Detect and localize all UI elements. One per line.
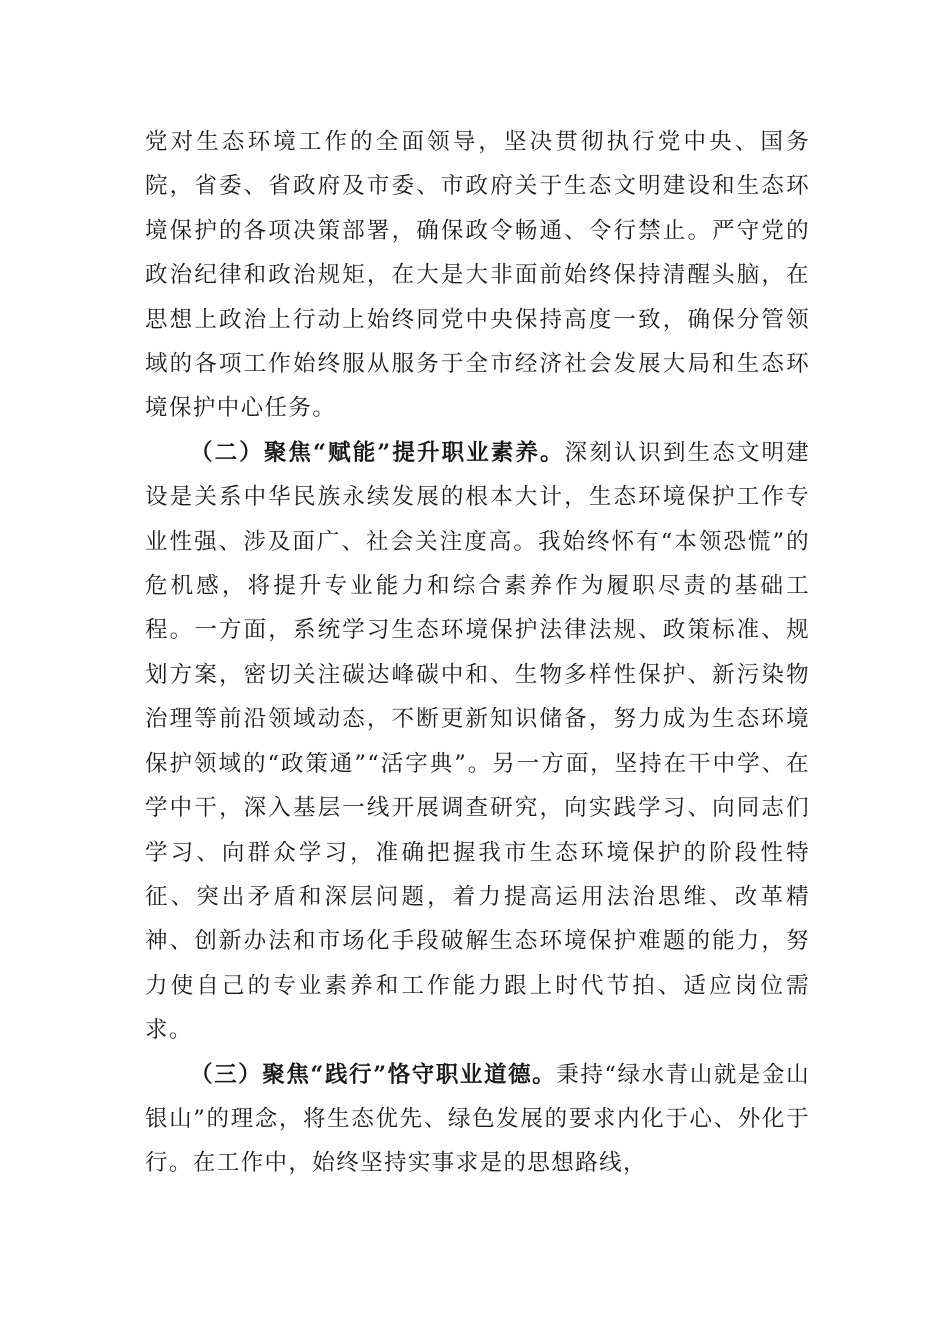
paragraph-1 bbox=[145, 120, 810, 431]
section-heading-2: （二）聚焦“赋能”提升职业素养。 bbox=[190, 439, 565, 466]
paragraph-2-text: 深刻认识到生态文明建设是关系中华民族永续发展的根本大计，生态环境保护工作专业性强、涉及面广、社会关注度高。我始终怀有“本领恐慌”的危机感，将提升专业能力和综合素养作为履职尽责的基础工程。一方面，系统学习生态环境保护法律法规、政策标准、规划方案，密切关注碳达峰碳中和、生物多样性保护、新污染物治理等前沿领域动态，不断更新知识储备，努力成为生态环境保护领域的“政策通”“活字典”。另一方面，坚持在干中学、在学中干，深入基层一线开展调查研究，向实践学习、向同志们学习、向群众学习，准确把握我市生态环境保护的阶段性特征、突出矛盾和深层问题，着力提高运用法治思维、改革精神、创新办法和市场化手段破解生态环境保护难题的能力，努力使自己的专业素养和工作能力跟上时代节拍、适应岗位需求。 bbox=[145, 439, 810, 1044]
paragraph-3-text: 秉持“绿水青山就是金山银山”的理念，将生态优先、绿色发展的要求内化于心、外化于行。在工作中，始终坚持实事求是的思想路线， bbox=[145, 1061, 810, 1177]
paragraph-3 bbox=[145, 1053, 810, 1186]
paragraph-1-text: 党对生态环境工作的全面领导，坚决贯彻执行党中央、国务院，省委、省政府及市委、市政府关于生态文明建设和生态环境保护的各项决策部署，确保政令畅通、令行禁止。严守党的政治纪律和政治规矩，在大是大非面前始终保持清醒头脑，在思想上政治上行动上始终同党中央保持高度一致，确保分管领域的各项工作始终服从服务于全市经济社会发展大局和生态环境保护中心任务。 bbox=[145, 129, 810, 422]
document-body bbox=[145, 120, 810, 1186]
paragraph-2 bbox=[145, 431, 810, 1053]
section-heading-3: （三）聚焦“践行”恪守职业道德。 bbox=[190, 1061, 557, 1088]
